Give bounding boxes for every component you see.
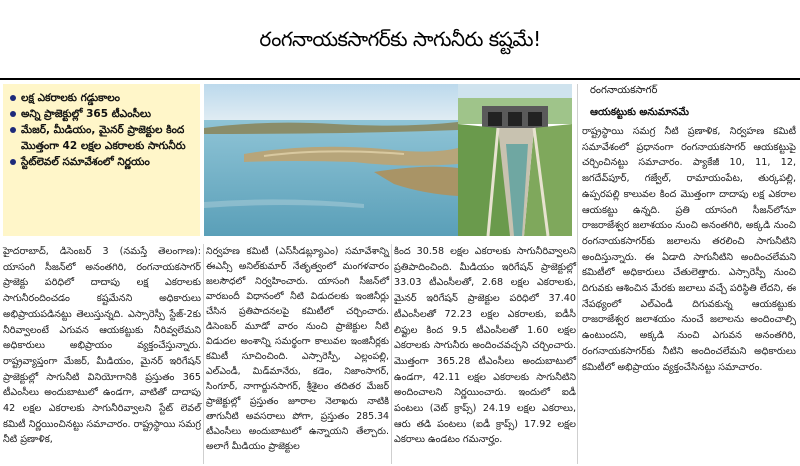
column-divider (203, 244, 204, 464)
highlight-item: స్టేట్‌లెవల్‌ సమావేశంలో నిర్ణయం (9, 154, 196, 170)
highlights-box (3, 84, 200, 236)
highlight-item: అన్ని ప్రాజెక్టుల్లో 365 టీఎంసీలు (9, 106, 196, 122)
headline-rule (0, 78, 800, 80)
article-column-3: కింద 30.58 లక్షల ఎకరాలకు సాగునీరివ్వాలని ప్రతిపాదించింది. మీడియం ఇరిగేషన్‌ ప్రాజెక్టుల్లో 33.03 టీఎంసీలతో, 2.68 లక్షల ఎకరాలకు, మైనర్‌ ఇరిగేషన్‌ ప్రాజెక్టుల పరిధిలో 37.40 టీఎంసీలతో 72.23 లక్షల ఎకరాలకు, ఐడీసీ లిఫ్టుల కింద 9.5 టీఎంసీలతో 1.60 లక్షల ఎకరాలకు సాగునీరు అందించవచ్చని చర్చించారు. మొత్తంగా 365.28 టీఎంసీలు అందుబాటులో ఉండగా, 42.11 లక్షల ఎకరాలకు సాగునీటిని అందించాలని నిర్ణయించారు. ఇందులో ఐడీ పంటలు (వెట్‌ క్రాప్స్‌) 24.19 లక్షల ఎకరాలు, ఆరు తడి పంటలు (ఐడీ క్రాప్స్‌) 17.92 లక్షల ఎకరాలు ఉండటం గమనార్హం. (394, 246, 576, 446)
highlight-item: లక్ష ఎకరాలకు గడ్డుకాలం (9, 90, 196, 106)
bullet-dot-icon (10, 111, 16, 117)
headline: రంగనాయకసాగర్‌కు సాగునీరు కష్టమే! (259, 27, 541, 51)
column-divider (391, 244, 392, 464)
canal-photo (458, 84, 572, 236)
bullet-dot-icon (10, 159, 16, 165)
article-column-4: రాష్ట్రస్థాయి సమగ్ర నీటి ప్రణాళిక, నిర్వహణ కమిటీ సమావేశంలో ప్రధానంగా రంగనాయకసాగర్‌ ఆయకట్టుపై చర్చించినట్టు సమాచారం. ప్యాకేజీ 10, 11, 12, జగదేవ్‌పూర్‌, గజ్వేల్‌, రామాయంపేట, తుర్కపల్లి, ఉప్పరపల్లి కాలువల కింద మొత్తంగా దాదాపు లక్ష ఎకరాల ఆయకట్టు ఉన్నది. ప్రతి యాసంగి సీజన్‌లోనూ రాజరాజేశ్వర జలాశయం నుంచి అనంతగిరి, అక్కడి నుంచి రంగనాయకసాగర్‌కు జలాలను తరలించి సాగునీటిని అందిస్తున్నారు. ఈ ఏడాది సాగునీటిని అందించలేమని కమిటీలో అధికారులు చేతులెత్తారు. ఎస్సారెస్పీ నుంచి దిగువకు ఆశించిన మేరకు జలాలు వచ్చే పరిస్థితి లేదని, ఈ నేపథ్యంలో ఎల్‌ఎండీ దిగువకున్న ఆయకట్టుకు రాజరాజేశ్వర జలాశయం నుంచే జలాలను అందించాల్సి ఉంటుందని, అక్కడి నుంచి ఎగువన అనంతగిరి, రంగనాయకసాగర్‌కు నీటిని అందించలేమని అధికారులు కమిటీలో అభిప్రాయం వ్యక్తంచేసినట్టు సమాచారం. (582, 126, 796, 373)
column-divider (577, 84, 578, 464)
bullet-dot-icon (10, 95, 16, 101)
sidebar-heading (580, 84, 795, 120)
article-column-2: నిర్వహణ కమిటీ (ఎస్‌సీడబ్ల్యూఎం) సమావేశాన్ని ఈఎన్సీ అనిల్‌కుమార్‌ నేతృత్వంలో మంగళవారం జలసౌధలో నిర్వహించారు. యాసంగి సీజన్‌లో వారబందీ విధానంలో నీటి విడుదలకు ఇంజినీర్లు చేసిన ప్రతిపాదనలపై కమిటీలో చర్చించారు. డిసెంబర్‌ మూడో వారం నుంచి ప్రాజెక్టుల నీటి విడుదల అంశాన్ని సమర్థంగా కాలువల ఇంజినీర్లకు కమిటీ సూచించింది. ఎస్సారెస్పీ, ఎల్లంపల్లి, ఎల్‌ఎండీ, మిడ్‌మానేరు, కడెం, నిజాంసాగర్‌, సింగూర్‌, నాగార్జునసాగర్‌, శ్రీశైలం తదితర మేజర్‌ ప్రాజెక్టుల్లో ప్రస్తుతం జూరాల నెలాఖరు నాటికి తాగునీటి అవసరాలు పోగా, ప్రస్తుతం 285.34 టీఎంసీలు అందుబాటులో ఉన్నాయని తేల్చారు. అలాగే మీడియం ప్రాజెక్టుల (206, 246, 389, 452)
highlight-item: మేజర్‌, మీడియం, మైనర్‌ ప్రాజెక్టుల కింద మొత్తంగా 42 లక్షల ఎకరాలకు సాగునీరు (9, 122, 196, 154)
article-column-1: హైదరాబాద్‌, డిసెంబర్‌ 3 (నమస్తే తెలంగాణ): యాసంగి సీజన్‌లో అనంతగిరి, రంగనాయకసాగర్‌ ప్రాజెక్టు పరిధిలో దాదాపు లక్ష ఎకరాలకు సాగునీరందించడం కష్టమేనని అధికారులు అభిప్రాయపడినట్టు తెలుస్తున్నది. ఎస్సారెస్పీ స్టేజ్‌-2కు నీరివ్వాలంటే ఎగువన ఆయకట్టుకు నీరివ్వలేమని అధికారులు అభిప్రాయం వ్యక్తంచేస్తున్నారు. రాష్ట్రవ్యాప్తంగా మేజర్‌, మీడియం, మైనర్‌ ఇరిగేషన్‌ ప్రాజెక్టుల్లో సాగునీటి వినియోగానికి ప్రస్తుతం 365 టీఎంసీలు అందుబాటులో ఉండగా, వాటితో దాదాపు 42 లక్షల ఎకరాలకు సాగునీరివ్వాలని స్టేట్‌ లెవల్‌ కమిటీ నిర్ణయించినట్టు సమాచారం. రాష్ట్రస్థాయి సమగ్ర నీటి ప్రణాళిక, (3, 246, 201, 446)
sidebar-subtitle: ఆయకట్టుకు అనుమానమే (590, 107, 689, 118)
reservoir-photo (204, 84, 458, 236)
sidebar-title: రంగనాయకసాగర్‌ (590, 85, 658, 96)
bullet-dot-icon (10, 127, 16, 133)
